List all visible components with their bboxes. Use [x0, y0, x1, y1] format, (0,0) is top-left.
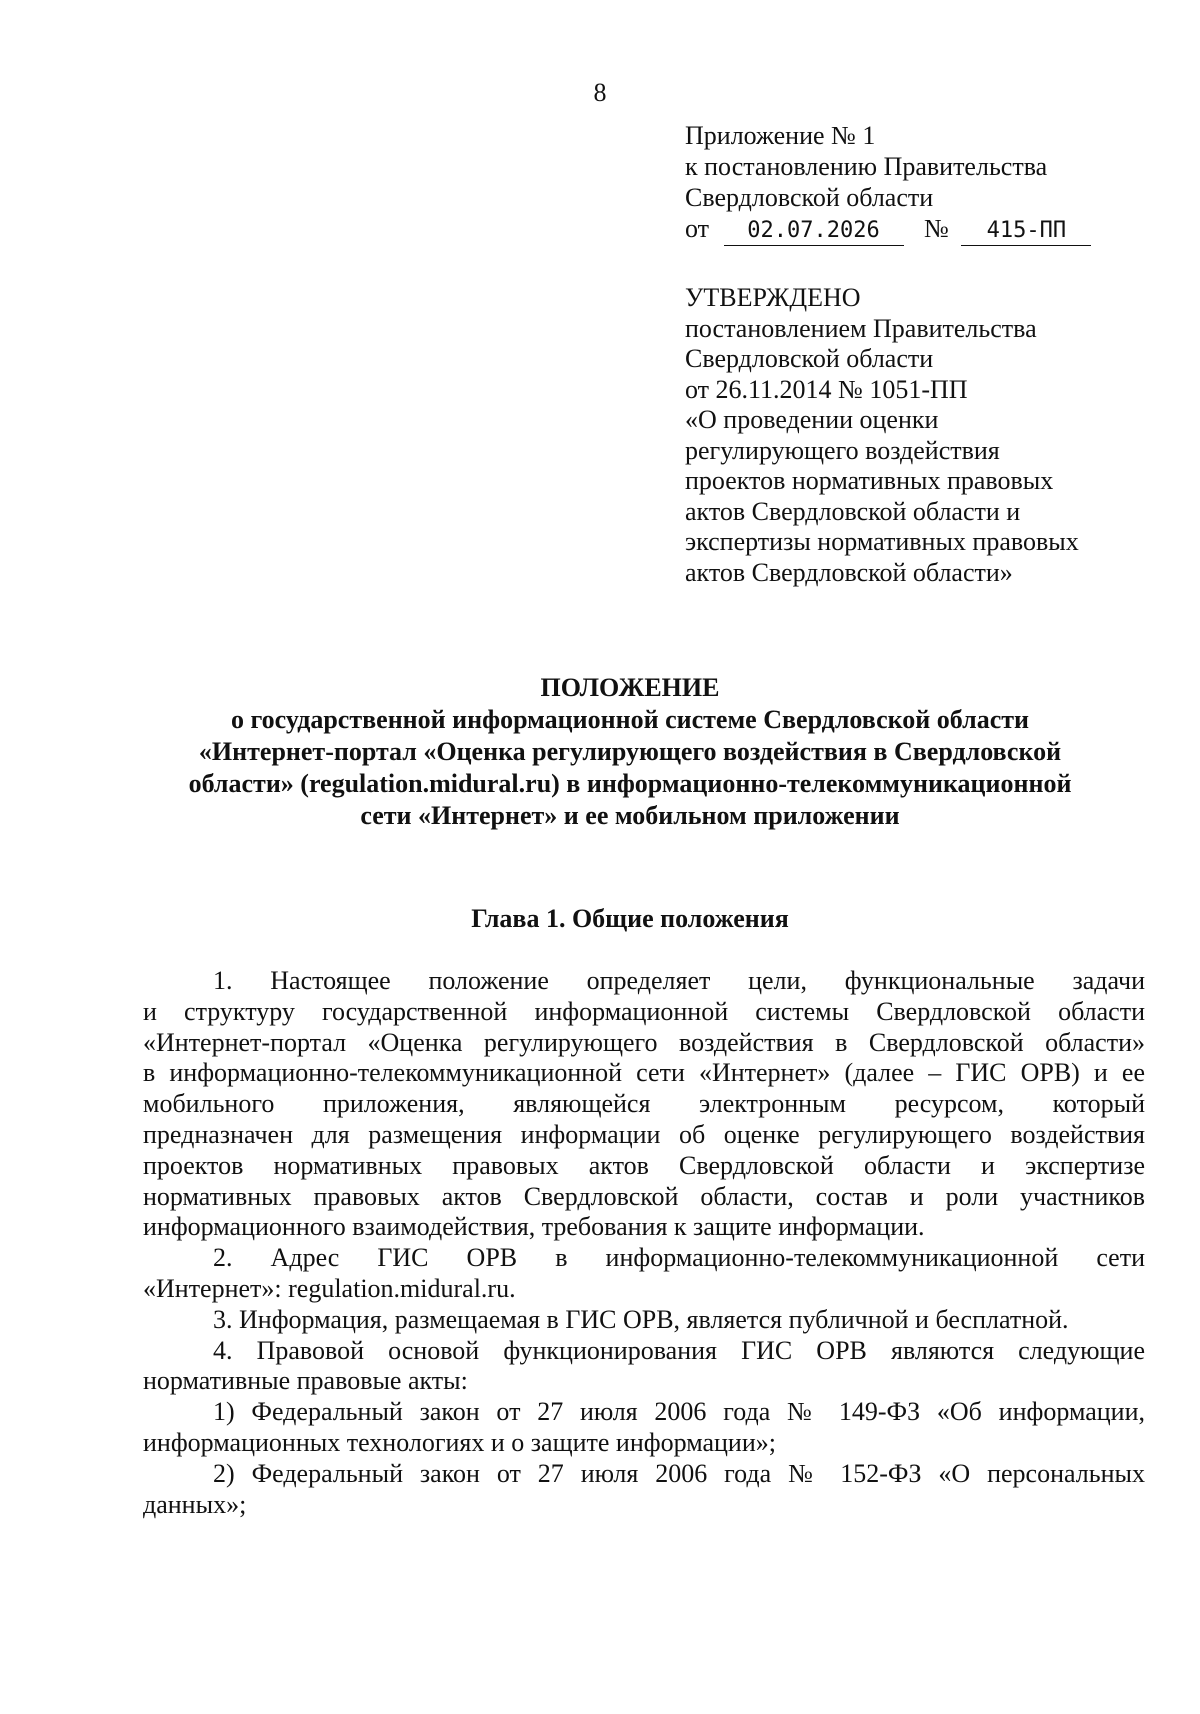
- body-line: 1. Настоящее положение определяет цели, функциональные задачи: [213, 966, 1145, 995]
- body-line: 3. Информация, размещаемая в ГИС ОРВ, является публичной и бесплатной.: [213, 1304, 1069, 1334]
- appendix-block: [685, 120, 1155, 246]
- approved-line: Свердловской области: [685, 344, 934, 373]
- appendix-line-2: к постановлению Правительства: [685, 152, 1048, 181]
- approved-line: «О проведении оценки: [685, 405, 939, 434]
- appendix-date-line: [685, 213, 1155, 246]
- body-line: 1) Федеральный закон от 27 июля 2006 года № 149-ФЗ «Об информации,: [213, 1397, 1145, 1427]
- approved-line: от 26.11.2014 № 1051-ПП: [685, 374, 968, 404]
- approved-block: [685, 283, 1155, 588]
- body-line: данных»;: [143, 1489, 247, 1519]
- number-prefix: №: [924, 214, 949, 243]
- body-line: в информационно-телекоммуникационной сети «Интернет» (далее – ГИС ОРВ) и ее: [143, 1058, 1145, 1088]
- page-number: 8: [593, 78, 607, 107]
- date-stamp: 02.07.2026: [724, 217, 904, 246]
- approved-line: актов Свердловской области и: [685, 496, 1021, 526]
- number-stamp: 415-ПП: [961, 217, 1091, 246]
- title-line: сети «Интернет» и ее мобильном приложении: [360, 801, 900, 830]
- body-line: 2. Адрес ГИС ОРВ в информационно-телекоммуникационной сети: [213, 1243, 1145, 1273]
- body-line: нормативных правовых актов Свердловской области, состав и роли участников: [143, 1181, 1145, 1211]
- body-line: «Интернет»: regulation.midural.ru.: [143, 1273, 516, 1303]
- body-line: «Интернет-портал «Оценка регулирующего воздействия в Свердловской области»: [143, 1027, 1145, 1057]
- body-text: [143, 966, 1145, 1520]
- body-line: информационных технологиях и о защите информации»;: [143, 1427, 776, 1457]
- title-line: области» (regulation.midural.ru) в информационно-телекоммуникационной: [188, 769, 1072, 798]
- body-line: информационного взаимодействия, требования к защите информации.: [143, 1212, 925, 1242]
- body-line: 4. Правовой основой функционирования ГИС ОРВ являются следующие: [213, 1335, 1145, 1365]
- title-line: о государственной информационной системе Свердловской области: [230, 705, 1030, 734]
- approved-line: УТВЕРЖДЕНО: [685, 283, 861, 312]
- appendix-line-1: Приложение № 1: [685, 121, 876, 150]
- body-line: предназначен для размещения информации об оценке регулирующего воздействия: [143, 1119, 1145, 1149]
- title-line: «Интернет-портал «Оценка регулирующего воздействия в Свердловской: [198, 737, 1062, 766]
- body-line: нормативные правовые акты:: [143, 1366, 468, 1396]
- body-line: и структуру государственной информационной системы Свердловской области: [143, 996, 1145, 1026]
- approved-line: проектов нормативных правовых: [685, 466, 1054, 495]
- title-line: ПОЛОЖЕНИЕ: [540, 673, 720, 702]
- body-line: мобильного приложения, являющейся электронным ресурсом, который: [143, 1089, 1145, 1119]
- document-title: [130, 672, 1130, 832]
- approved-line: регулирующего воздействия: [685, 435, 1000, 465]
- body-line: 2) Федеральный закон от 27 июля 2006 года № 152-ФЗ «О персональных: [213, 1458, 1145, 1488]
- approved-line: постановлением Правительства: [685, 313, 1037, 343]
- approved-line: актов Свердловской области»: [685, 557, 1013, 587]
- approved-line: экспертизы нормативных правовых: [685, 527, 1079, 556]
- appendix-line-3: Свердловской области: [685, 183, 934, 212]
- chapter-heading: Глава 1. Общие положения: [471, 904, 789, 933]
- date-prefix: от: [685, 214, 710, 243]
- body-line: проектов нормативных правовых актов Свердловской области и экспертизе: [143, 1150, 1145, 1180]
